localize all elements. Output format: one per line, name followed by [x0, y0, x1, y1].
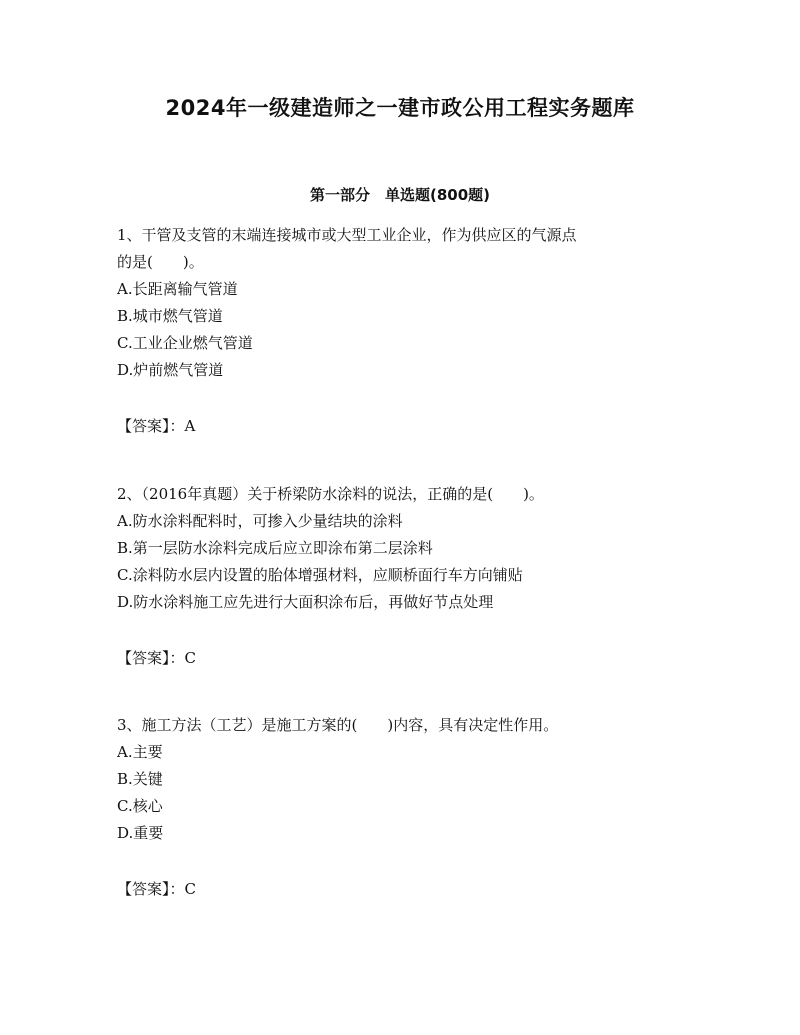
option-d: D.炉前燃气管道 — [117, 361, 224, 379]
option-c: C.核心 — [117, 797, 163, 815]
option-c: C.工业企业燃气管道 — [117, 334, 253, 352]
answer-3 — [117, 876, 196, 903]
option-b: B.关键 — [117, 770, 163, 788]
answer-2 — [117, 645, 196, 672]
option-b: B.第一层防水涂料完成后应立即涂布第二层涂料 — [117, 539, 433, 557]
question-stem: 1、干管及支管的末端连接城市或大型工业企业，作为供应区的气源点 — [117, 226, 577, 244]
section-heading: 第一部分 单选题(800题) — [309, 186, 491, 204]
question-2 — [117, 481, 687, 616]
question-3 — [117, 712, 687, 847]
option-a: A.长距离输气管道 — [117, 280, 238, 298]
answer-value: A — [184, 417, 196, 435]
answer-label: 【答案】： — [117, 417, 185, 435]
answer-value: C — [184, 880, 196, 898]
option-d: D.重要 — [117, 824, 164, 842]
option-c: C.涂料防水层内设置的胎体增强材料，应顺桥面行车方向铺贴 — [117, 566, 523, 584]
option-a: A.防水涂料配料时，可掺入少量结块的涂料 — [117, 512, 403, 530]
answer-1 — [117, 413, 195, 440]
document-title: 2024年一级建造师之一建市政公用工程实务题库 — [165, 96, 635, 120]
question-stem: 2、（2016年真题）关于桥梁防水涂料的说法，正确的是( )。 — [117, 485, 544, 503]
option-a: A.主要 — [117, 743, 163, 761]
answer-label: 【答案】： — [117, 880, 185, 898]
option-d: D.防水涂料施工应先进行大面积涂布后，再做好节点处理 — [117, 593, 494, 611]
answer-value: C — [184, 649, 196, 667]
answer-label: 【答案】： — [117, 649, 185, 667]
question-stem-cont: 的是( )。 — [117, 253, 204, 271]
question-stem: 3、施工方法（工艺）是施工方案的( )内容，具有决定性作用。 — [117, 716, 559, 734]
question-1 — [117, 222, 687, 384]
option-b: B.城市燃气管道 — [117, 307, 223, 325]
